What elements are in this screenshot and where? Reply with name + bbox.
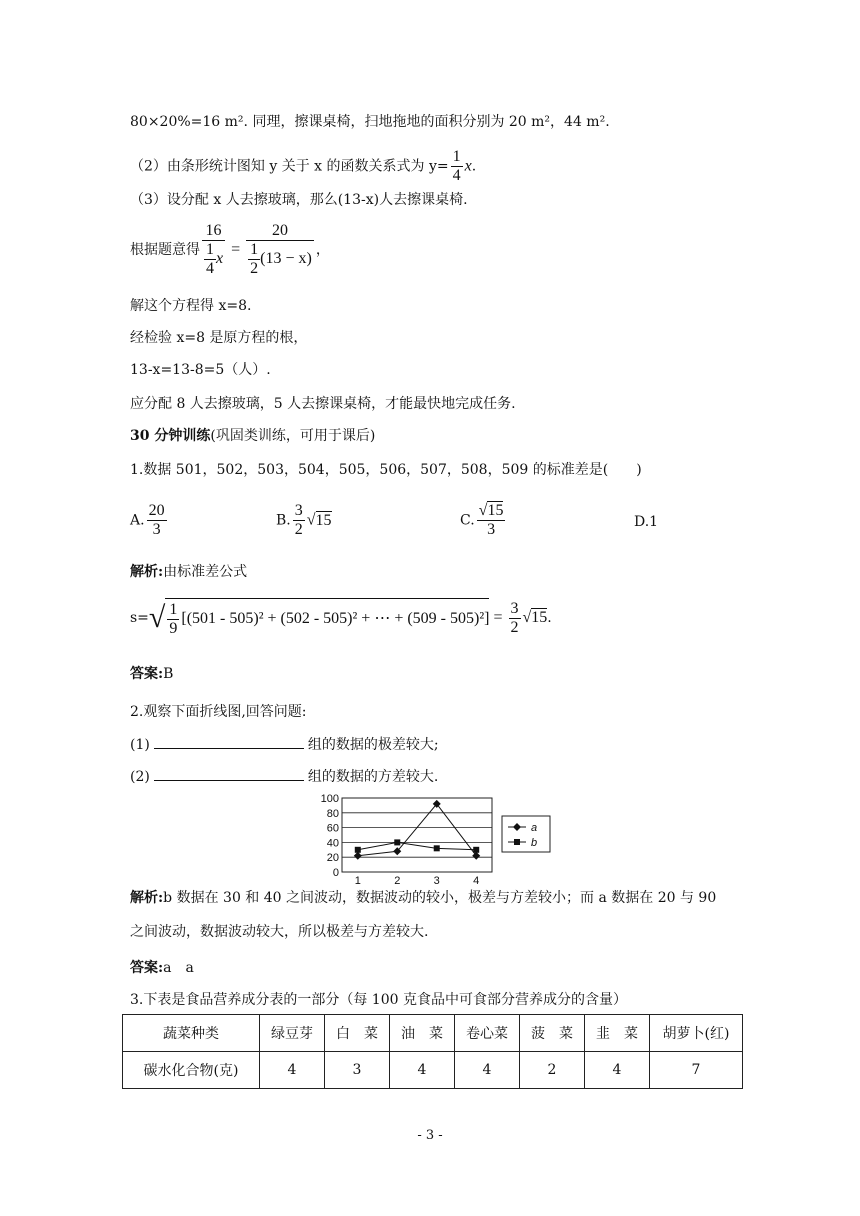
series-line-b [358, 842, 476, 849]
q1-option-b: B. $\frac{3}{2}$ √15 [276, 502, 332, 538]
chart-series [354, 800, 480, 860]
table-cell: 4 [260, 1052, 325, 1089]
equation-line: 根据题意得 16 $\frac{1}{4}$ x = 20 $\frac{1}{2}$ (13 − x) ， [130, 222, 330, 277]
sqrt-icon: √ [148, 601, 166, 634]
y-tick-label: 60 [326, 822, 339, 835]
table-cell: 白 菜 [325, 1015, 390, 1052]
table-cell: 碳水化合物(克) [123, 1052, 260, 1089]
q2-analysis-line-2: 之间波动，数据波动较大，所以极差与方差较大. [130, 924, 429, 940]
q1-option-d: D.1 [634, 514, 659, 530]
plot-frame [342, 798, 492, 872]
legend-box [502, 816, 550, 852]
q1-analysis: 解析:由标准差公式 [130, 564, 248, 580]
table-cell: 4 [390, 1052, 455, 1089]
table-cell: 菠 菜 [520, 1015, 585, 1052]
y-tick-label: 80 [326, 807, 339, 820]
x-ticks [355, 875, 480, 884]
table-cell: 绿豆芽 [260, 1015, 325, 1052]
legend-label-b: b [531, 837, 538, 849]
table-row [123, 1052, 743, 1089]
q3-stem: 3.下表是食品营养成分表的一部分（每 100 克食品中可食部分营养成分的含量） [130, 992, 627, 1008]
table-cell: 2 [520, 1052, 585, 1089]
q2-answer: 答案:a a [130, 960, 194, 976]
q2-part-1: (1) 组的数据的极差较大; [130, 734, 439, 755]
fraction: $\frac{1}{4}$ [452, 148, 461, 184]
answer-blank[interactable] [154, 734, 304, 749]
section-heading: 30 分钟训练(巩固类训练，可用于课后) [130, 428, 376, 444]
solution-line-5: 解这个方程得 x=8. [130, 298, 252, 314]
sqrt-icon: √ [306, 511, 316, 529]
answer-blank[interactable] [154, 766, 304, 781]
sqrt-icon: √ [522, 609, 532, 626]
q2-stem: 2.观察下面折线图,回答问题: [130, 704, 307, 720]
data-point-b [473, 847, 479, 853]
chart-grid [342, 798, 492, 872]
y-tick-label: 20 [326, 852, 339, 865]
y-tick-label: 0 [332, 867, 339, 879]
q2-part-2: (2) 组的数据的方差较大. [130, 766, 438, 787]
solution-line-3: （3）设分配 x 人去擦玻璃，那么(13-x)人去擦课桌椅. [130, 192, 468, 208]
y-ticks [321, 794, 339, 879]
table-cell: 油 菜 [390, 1015, 455, 1052]
y-tick-label: 100 [320, 794, 339, 805]
x-tick-label: 2 [394, 875, 401, 884]
data-point-b [355, 847, 361, 853]
sqrt-icon: √ [478, 502, 488, 519]
q1-stem: 1.数据 501，502，503，504，505，506，507，508，509 的标准差是( ) [130, 462, 642, 478]
q1-option-c: C. $\frac{√15}{3}$ [460, 502, 504, 538]
table-cell: 4 [455, 1052, 520, 1089]
legend-label-a: a [531, 822, 538, 834]
right-fraction: 20 $\frac{1}{2}$ (13 − x) [246, 222, 314, 278]
q1-answer: 答案:B [130, 666, 174, 682]
solution-line-7: 13-x=13-8=5（人）. [130, 362, 271, 378]
data-point-b [394, 839, 400, 845]
solution-line-8: 应分配 8 人去擦玻璃，5 人去擦课桌椅，才能最快地完成任务. [130, 396, 516, 412]
series-line-a [358, 804, 476, 856]
line-chart [312, 794, 572, 884]
solution-line-6: 经检验 x=8 是原方程的根， [130, 330, 308, 346]
x-tick-label: 3 [433, 875, 440, 884]
y-tick-label: 40 [326, 837, 339, 850]
legend-marker-b [514, 839, 520, 845]
table-cell: 韭 菜 [585, 1015, 650, 1052]
q2-analysis-line-1: 解析:b 数据在 30 和 40 之间波动，数据波动的较小，极差与方差较小；而 a 数据在 20 与 90 [130, 890, 717, 906]
q1-option-a: A. $\frac{20}{3}$ [130, 502, 165, 538]
table-cell: 蔬菜种类 [123, 1015, 260, 1052]
data-point-b [434, 845, 440, 851]
data-point-a [354, 852, 362, 860]
line-text: （2）由条形统计图知 y 关于 x 的函数关系式为 y= [130, 158, 449, 175]
chart-legend [502, 816, 550, 852]
table-cell: 3 [325, 1052, 390, 1089]
page-number: - 3 - [417, 1128, 443, 1143]
table-cell: 胡萝卜(红) [650, 1015, 743, 1052]
table-cell: 4 [585, 1052, 650, 1089]
left-fraction: 16 $\frac{1}{4}$ x [202, 222, 225, 278]
table-cell: 卷心菜 [455, 1015, 520, 1052]
data-point-a [472, 852, 480, 860]
nutrition-table [122, 1014, 743, 1089]
table-cell: 7 [650, 1052, 743, 1089]
std-formula: s=√ $\frac{1}{9}$ [(501 - 505)² + (502 - 505)² + ⋯ + (509 - 505)²] = $\frac{3}{2}$ √15. [130, 599, 552, 637]
solution-line-1: 80×20%=16 m². 同理，擦课桌椅，扫地拖地的面积分别为 20 m²，44 m². [130, 114, 610, 130]
table-header-row [123, 1015, 743, 1052]
solution-line-2: （2）由条形统计图知 y 关于 x 的函数关系式为 y= $\frac{1}{4}$ x. [130, 148, 477, 184]
x-tick-label: 1 [354, 875, 361, 884]
x-tick-label: 4 [473, 875, 480, 884]
